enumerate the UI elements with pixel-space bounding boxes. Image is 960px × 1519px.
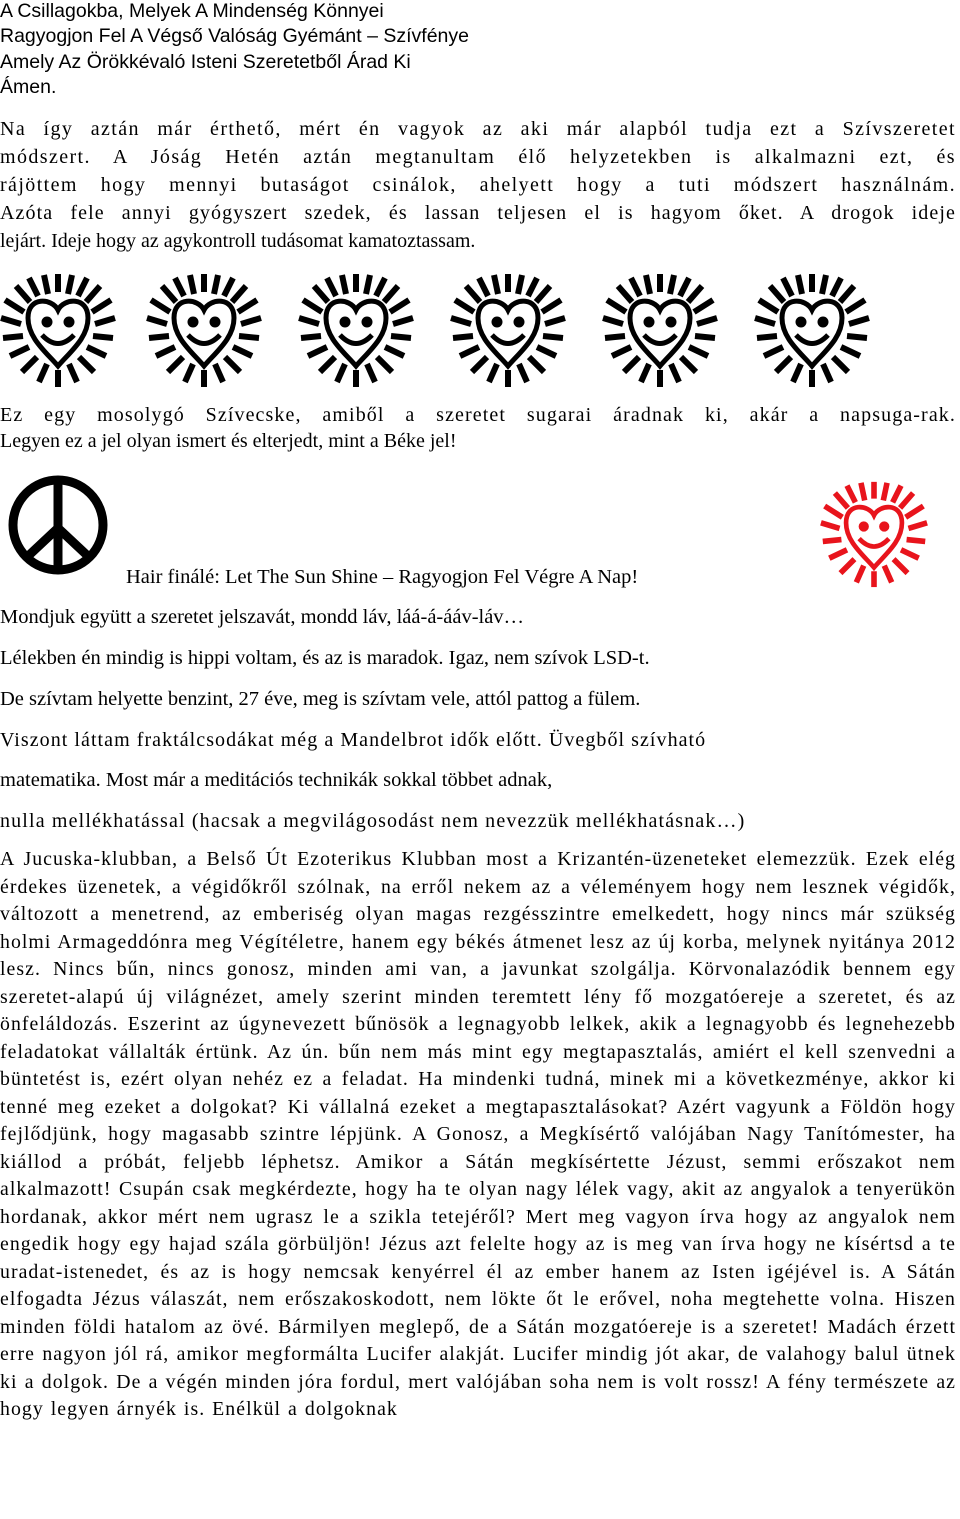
intro-line-4: Ámen.	[0, 76, 57, 98]
smiling-sun-heart-icon	[450, 272, 566, 393]
peace-sign-icon	[6, 472, 110, 583]
finale-heading: Hair finálé: Let The Sun Shine – Ragyogjon Fel Végre A Nap!	[126, 566, 639, 588]
middle-line-4: Viszont láttam fraktálcsodákat még a Mandelbrot idők előtt. Üvegből szívható	[0, 729, 707, 751]
smiling-sun-heart-icon	[754, 272, 870, 393]
body-paragraph	[0, 846, 956, 1424]
smiling-sun-heart-icon	[298, 272, 414, 393]
middle-line-3: De szívtam helyette benzint, 27 éve, meg is szívtam vele, attól pattog a fülem.	[0, 688, 641, 710]
smiling-sun-heart-icon	[0, 272, 116, 393]
smiley-caption-line-1: Ez egy mosolygó Szívecske, amiből a szeretet sugarai áradnak ki, akár a napsuga-rak.	[0, 404, 956, 426]
middle-line-2: Lélekben én mindig is hippi voltam, és az is maradok. Igaz, nem szívok LSD-t.	[0, 647, 650, 669]
smiley-heart-row	[0, 272, 900, 388]
para1-line-3: rájöttem hogy mennyi butaságot csinálok, ahelyett hogy a tuti módszert használnám.	[0, 174, 956, 196]
para1-line-2: módszert. A Jóság Hetén aztán megtanultam élő helyzetekben is alkalmazni ezt, és	[0, 146, 956, 168]
para1-line-5: lejárt. Ideje hogy az agykontroll tudásomat kamatoztassam.	[0, 230, 476, 252]
smiley-caption-line-2: Legyen ez a jel olyan ismert és elterjedt, mint a Béke jel!	[0, 430, 457, 452]
smiling-sun-heart-icon-red	[812, 480, 936, 593]
middle-line-1: Mondjuk együtt a szeretet jelszavát, mondd láv, láá-á-ááv-láv…	[0, 606, 525, 628]
intro-line-1: A Csillagokba, Melyek A Mindenség Könnyei	[0, 0, 384, 22]
body-text: A Jucuska-klubban, a Belső Út Ezoterikus Klubban most a Krizantén-üzeneteket elemezzük. Ezek elég érdekes üzenetek, a végidőkről szólnak, na erről nekem az a véleményem hogy nem lesznek végidők, változott a menetrend, az emberiség olyan magas rezgésszintre emelkedett, hogy nincs már szükség holmi Armageddónra meg Végítéletre, hanem egy békés átmenet lesz az új korba, melynek nyitánya 2012 lesz. Nincs bűn, nincs gonosz, minden ami van, a javunkat szolgálja. Körvonalazódik bennem egy szeretet-alapú új világnézet, amely szerint minden teremtett lény fő mozgatóereje a szeretet, és az önfeláldozás. Eszerint az úgynevezett bűnösök a legnagyobb lelkek, akik a legnagyobb és legnehezebb feladatokat vállalták értünk. Az ún. bűn nem más mint egy megtapasztalás, amiért el kell szenvedni a büntetést is, ezért olyan nehéz ez a feladat. Ha mindenki tudná, minek mi a következménye, akkor ki tenné meg ezeket a dolgokat? Ki vállalná ezeket a megtapasztalásokat? Azért vagyunk a Földön hogy fejlődjünk, hogy magasabb szintre lépjünk. A Gonosz, a Megkísértő valójában Nagy Tanítómester, ha kiállod a próbát, feljebb léphetsz. Amikor a Sátán megkísértette Jézust, semmi erőszakot nem alkalmazott! Csupán csak megkérdezte, hogy ha te olyan nagy lélek vagy, akit az angyalok a tenyerükön hordanak, akkor mért nem ugrasz le a szikla tetejéről? Mert meg vagyon írva hogy az angyalok nem engedik hogy egy hajad szála görbüljön! Jézus azt felelte hogy az is meg van írva hogy ne kísértsd a te uradat-istenedet, és az is hogy nemcsak kenyérrel él az ember hanem az Isten igéjével is. A Sátán elfogadta Jézus válaszát, nem erőszakoskodott, nem lökte őt le erővel, noha megtehette volna. Hiszen minden földi hatalom az övé. Bármilyen meglepő, de a Sátán mozgatóereje is a szeretet! Madách érzett erre nagyon jól rá, amikor megformálta Lucifer alakját. Lucifer mindig jót akar, de valahogy balul ütnek ki a dolgok. De a végén minden jóra fordul, mert valójában soha nem is volt rossz! A fény természete az hogy legyen árnyék is. Enélkül a dolgoknak	[0, 848, 956, 1420]
smiling-sun-heart-icon	[146, 272, 262, 393]
intro-line-2: Ragyogjon Fel A Végső Valóság Gyémánt – Szívfénye	[0, 25, 469, 47]
para1-line-1: Na így aztán már érthető, mért én vagyok az aki már alapból tudja ezt a Szívszeretet	[0, 118, 956, 140]
middle-line-5: matematika. Most már a meditációs technikák sokkal többet adnak,	[0, 769, 553, 791]
smiling-sun-heart-icon	[602, 272, 718, 393]
intro-line-3: Amely Az Örökkévaló Isteni Szeretetből Árad Ki	[0, 51, 411, 73]
para1-line-4: Azóta fele annyi gyógyszert szedek, és lassan teljesen el is hagyom őket. A drogok ideje	[0, 202, 956, 224]
middle-line-6: nulla mellékhatással (hacsak a megvilágosodást nem nevezzük mellékhatásnak…)	[0, 810, 746, 832]
